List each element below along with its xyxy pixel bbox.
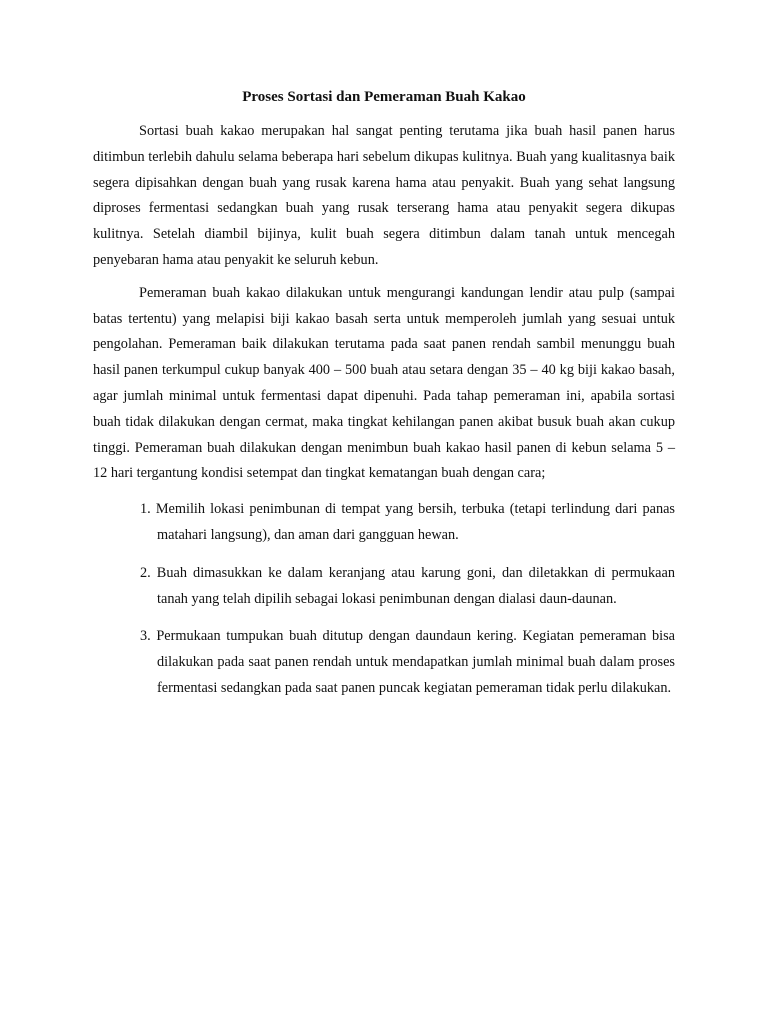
step-number: 3. — [140, 628, 157, 645]
document-title: Proses Sortasi dan Pemeraman Buah Kakao — [242, 89, 526, 105]
step-text: Permukaan tumpukan buah ditutup dengan daundaun kering. Kegiatan pemeraman bisa dilakukan pada saat panen rendah untuk mendapatkan jumlah minimal buah dalam proses fermentasi sedangkan pada saat panen puncak kegiatan pemeraman tidak perlu dilakukan. — [156, 628, 675, 696]
step-number: 2. — [140, 564, 157, 581]
step-text: Memilih lokasi penimbunan di tempat yang bersih, terbuka (tetapi terlindung dari panas matahari langsung), dan aman dari gangguan hewan. — [155, 501, 676, 543]
list-item — [93, 497, 675, 549]
steps-list — [93, 497, 675, 702]
step-number: 1. — [140, 501, 156, 518]
list-item — [93, 561, 675, 613]
paragraph-pemeraman: Pemeraman buah kakao dilakukan untuk mengurangi kandungan lendir atau pulp (sampai batas tertentu) yang melapisi biji kakao basah serta untuk memperoleh jumlah yang sesuai untuk pengolahan. Pemeraman baik dilakukan terutama pada saat panen rendah sambil menunggu buah hasil panen terkumpul cukup banyak 400 – 500 buah atau setara dengan 35 – 40 kg biji kakao basah, agar jumlah minimal untuk fermentasi dapat dipenuhi. Pada tahap pemeraman ini, apabila sortasi buah tidak dilakukan dengan cermat, maka tingkat kehilangan panen akibat busuk buah akan cukup tinggi. Pemeraman buah dilakukan dengan menimbun buah kakao hasil panen di kebun selama 5 – 12 hari tergantung kondisi setempat dan tingkat kematangan buah dengan cara; — [93, 284, 675, 482]
paragraph-sortasi: Sortasi buah kakao merupakan hal sangat penting terutama jika buah hasil panen harus ditimbun terlebih dahulu selama beberapa hari sebelum dikupas kulitnya. Buah yang kualitasnya baik segera dipisahkan dengan buah yang rusak karena hama atau penyakit. Buah yang sehat langsung diproses fermentasi sedangkan buah yang rusak terserang hama atau penyakit segera dikupas kulitnya. Setelah diambil bijinya, kulit buah segera ditimbun dalam tanah untuk mencegah penyebaran hama atau penyakit ke seluruh kebun. — [93, 123, 675, 268]
document-page — [93, 84, 675, 714]
step-text: Buah dimasukkan ke dalam keranjang atau karung goni, dan diletakkan di permukaan tanah yang telah dipilih sebagai lokasi penimbunan dengan dialasi daun-daunan. — [156, 564, 675, 607]
list-item — [93, 624, 675, 701]
